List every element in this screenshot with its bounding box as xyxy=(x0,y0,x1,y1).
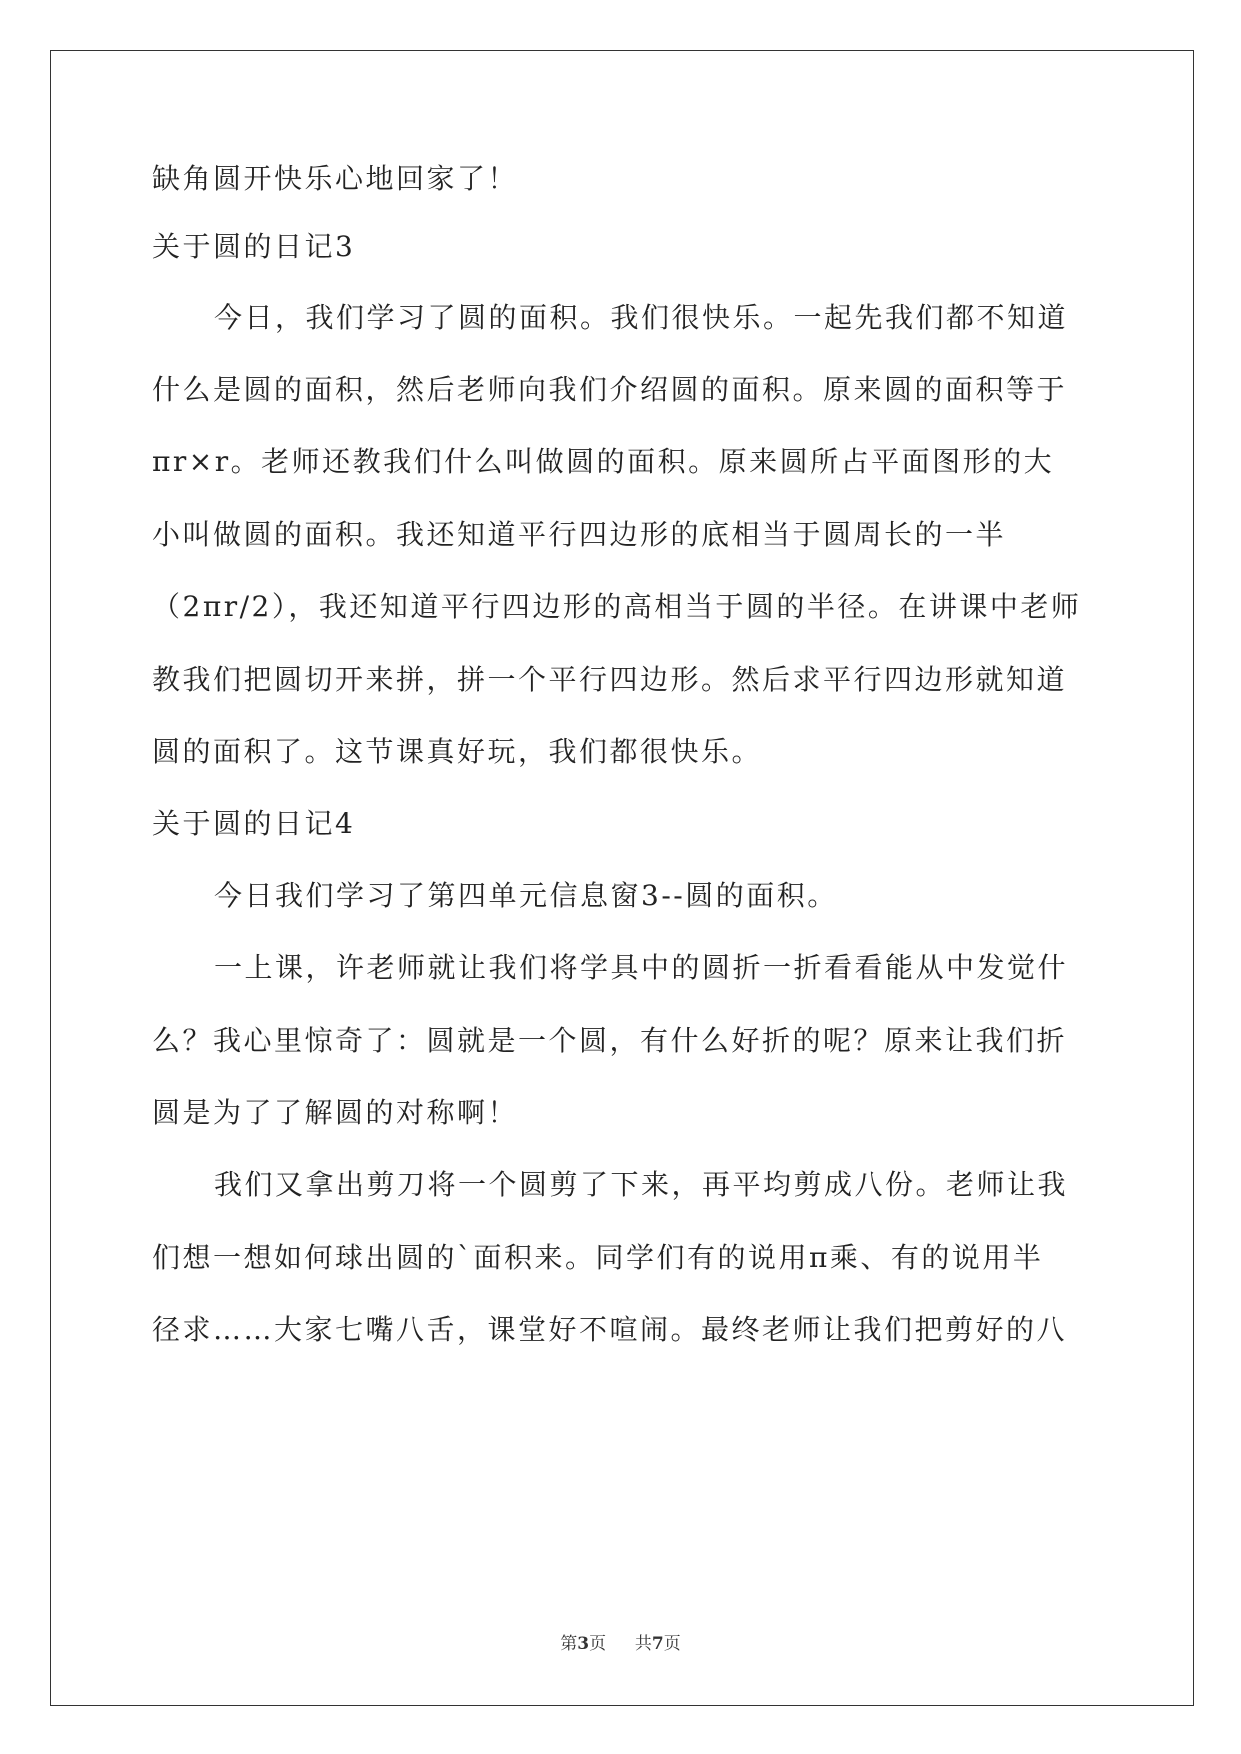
section-heading: 关于圆的日记3 xyxy=(152,230,356,263)
paragraph-line: 什么是圆的面积，然后老师向我们介绍圆的面积。原来圆的面积等于 xyxy=(152,373,1068,406)
page-prefix: 第 xyxy=(560,1634,578,1654)
total-suffix: 页 xyxy=(663,1634,681,1654)
total-prefix: 共 xyxy=(634,1634,652,1654)
paragraph-line: 小叫做圆的面积。我还知道平行四边形的底相当于圆周长的一半 xyxy=(152,518,1007,551)
page-suffix: 页 xyxy=(589,1634,607,1654)
paragraph-line: （2πr/2），我还知道平行四边形的高相当于圆的半径。在讲课中老师 xyxy=(152,590,1082,623)
paragraph-line: 教我们把圆切开来拼，拼一个平行四边形。然后求平行四边形就知道 xyxy=(152,663,1068,696)
paragraph-line: 么？我心里惊奇了：圆就是一个圆，有什么好折的呢？原来让我们折 xyxy=(152,1024,1068,1057)
paragraph-line: 我们又拿出剪刀将一个圆剪了下来，再平均剪成八份。老师让我 xyxy=(214,1168,1069,1201)
paragraph-line: 圆的面积了。这节课真好玩，我们都很快乐。 xyxy=(152,735,763,768)
paragraph-line: 们想一想如何球出圆的`面积来。同学们有的说用π乘、有的说用半 xyxy=(152,1241,1044,1274)
paragraph-line: 一上课，许老师就让我们将学具中的圆折一折看看能从中发觉什 xyxy=(214,951,1069,984)
page-number: 3 xyxy=(577,1634,590,1654)
page-footer xyxy=(0,1632,1241,1656)
section-heading: 关于圆的日记4 xyxy=(152,807,356,840)
total-pages: 7 xyxy=(651,1634,664,1654)
paragraph-line: 今日，我们学习了圆的面积。我们很快乐。一起先我们都不知道 xyxy=(214,301,1069,334)
text-line: 缺角圆开快乐心地回家了！ xyxy=(152,162,519,195)
paragraph-line: 径求……大家七嘴八舌，课堂好不喧闹。最终老师让我们把剪好的八 xyxy=(152,1313,1068,1346)
paragraph-line: 今日我们学习了第四单元信息窗3--圆的面积。 xyxy=(214,879,838,912)
paragraph-line: πr×r。老师还教我们什么叫做圆的面积。原来圆所占平面图形的大 xyxy=(152,445,1055,478)
paragraph-line: 圆是为了了解圆的对称啊！ xyxy=(152,1096,519,1129)
